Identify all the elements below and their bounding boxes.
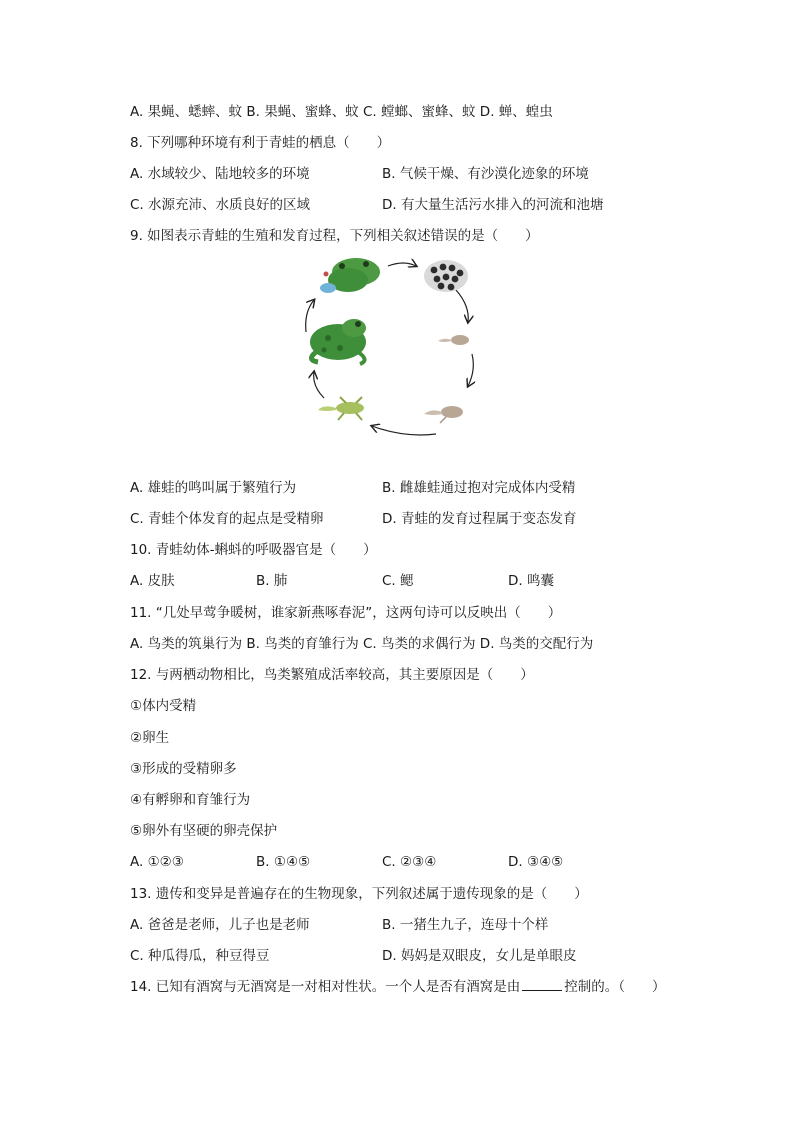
q13-option-c: C. 种瓜得瓜，种豆得豆 — [130, 948, 270, 964]
adult-frog-icon — [310, 319, 366, 364]
q9-option-d: D. 青蛙的发育过程属于变态发育 — [382, 511, 577, 527]
tadpole-icon — [438, 335, 469, 345]
q10-option-c: C. 鳃 — [382, 573, 414, 589]
q12-option-b: B. ①④⑤ — [256, 854, 311, 870]
q8-option-a: A. 水域较少、陆地较多的环境 — [130, 166, 310, 182]
q14-stem-after: 控制的。（ ） — [564, 979, 666, 995]
q13-option-d: D. 妈妈是双眼皮，女儿是单眼皮 — [382, 948, 577, 964]
q9-option-c: C. 青蛙个体发育的起点是受精卵 — [130, 511, 324, 527]
q11-options: A. 鸟类的筑巢行为 B. 鸟类的育雏行为 C. 鸟类的求偶行为 D. 鸟类的交配行为 — [130, 636, 594, 652]
q14-stem — [130, 978, 666, 996]
frog-eggs-icon — [424, 260, 468, 292]
q9-option-a: A. 雄蛙的鸣叫属于繁殖行为 — [130, 480, 297, 496]
q12-item-2: ②卵生 — [130, 730, 170, 746]
q12-option-c: C. ②③④ — [382, 854, 437, 870]
q12-item-3: ③形成的受精卵多 — [130, 761, 237, 777]
q12-item-1: ①体内受精 — [130, 698, 197, 714]
q14-stem-before: 14. 已知有酒窝与无酒窝是一对相对性状。一个人是否有酒窝是由 — [130, 979, 521, 995]
cycle-arrow — [456, 290, 468, 322]
q7-options: A. 果蝇、蟋蟀、蚊 B. 果蝇、蜜蜂、蚊 C. 螳螂、蜜蜂、蚊 D. 蝉、蝗虫 — [130, 104, 553, 120]
q10-option-d: D. 鸣囊 — [508, 573, 554, 589]
cycle-arrow — [314, 372, 324, 398]
mating-frogs-icon — [320, 258, 380, 293]
q12-option-a: A. ①②③ — [130, 854, 184, 870]
q10-stem: 10. 青蛙幼体-蝌蚪的呼吸器官是（ ） — [130, 542, 377, 558]
q8-stem: 8. 下列哪种环境有利于青蛙的栖息（ ） — [130, 135, 391, 151]
q9-option-b: B. 雌雄蛙通过抱对完成体内受精 — [382, 480, 576, 496]
q12-option-d: D. ③④⑤ — [508, 854, 564, 870]
q10-option-b: B. 肺 — [256, 573, 288, 589]
tadpole-with-legs-icon — [424, 406, 463, 423]
q10-option-a: A. 皮肤 — [130, 573, 175, 589]
q11-stem: 11. “几处早莺争暖树，谁家新燕啄春泥”，这两句诗可以反映出（ ） — [130, 605, 562, 621]
frog-life-cycle-diagram — [296, 248, 486, 438]
q12-item-4: ④有孵卵和育雏行为 — [130, 792, 251, 808]
q13-option-a: A. 爸爸是老师，儿子也是老师 — [130, 917, 310, 933]
cycle-arrow — [372, 426, 436, 435]
cycle-arrow — [388, 263, 416, 266]
froglet-icon — [318, 397, 364, 420]
q13-option-b: B. 一猪生九子，连母十个样 — [382, 917, 549, 933]
q9-stem: 9. 如图表示青蛙的生殖和发育过程，下列相关叙述错误的是（ ） — [130, 228, 539, 244]
q12-item-5: ⑤卵外有坚硬的卵壳保护 — [130, 823, 278, 839]
q12-stem: 12. 与两栖动物相比，鸟类繁殖成活率较高，其主要原因是（ ） — [130, 667, 534, 683]
cycle-arrow — [306, 300, 314, 332]
q14-answer-blank — [522, 978, 562, 991]
q13-stem: 13. 遗传和变异是普遍存在的生物现象，下列叙述属于遗传现象的是（ ） — [130, 886, 588, 902]
cycle-arrow — [468, 354, 473, 386]
q8-option-b: B. 气候干燥、有沙漠化迹象的环境 — [382, 166, 589, 182]
q8-option-d: D. 有大量生活污水排入的河流和池塘 — [382, 197, 604, 213]
q8-option-c: C. 水源充沛、水质良好的区域 — [130, 197, 311, 213]
